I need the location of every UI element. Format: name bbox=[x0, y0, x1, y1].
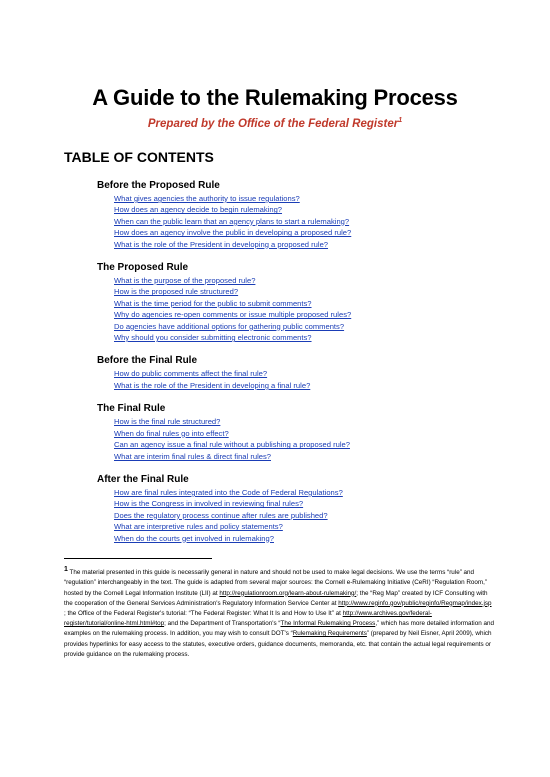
toc-section bbox=[97, 355, 517, 391]
toc-link[interactable]: What is the purpose of the proposed rule? bbox=[114, 276, 256, 286]
document-subtitle bbox=[0, 117, 550, 130]
toc-link[interactable]: Can an agency issue a final rule without a publishing a proposed rule? bbox=[114, 440, 350, 450]
toc-link[interactable]: How is the proposed rule structured? bbox=[114, 287, 239, 297]
footnote bbox=[64, 565, 494, 660]
footnote-text-6: ” (prepared by Neil Eisner, April 2009), which provides hyperlinks for easy access to the statutes, executive orders, guidance documents, memoranda, etc. that contain the actual legal requirements or provide guidance on the rulemaking process. bbox=[64, 630, 492, 658]
footnote-text-1: The material presented in this guide is necessarily general in nature and should not be used to make legal decisions. We use the terms “rule” and “regulation” interchangeably in the text. The guide is adapted from several major sources: the Cornell e-Rulemaking Initiative (CeRI) “Regulation Room,” hosted by the Cornell Legal Information Institute (LII) at bbox=[64, 569, 488, 597]
footnote-divider bbox=[64, 558, 212, 559]
toc-section-title: Before the Final Rule bbox=[97, 355, 198, 367]
footnote-text-5: ,” which has more detailed information and examples on the rulemaking process. In addition, you may wish to consult DOT's “ bbox=[64, 620, 494, 638]
toc-link[interactable]: Does the regulatory process continue after rules are published? bbox=[114, 510, 328, 520]
footnote-link-rulemaking-requirements[interactable]: Rulemaking Requirements bbox=[292, 630, 367, 638]
toc-link[interactable]: What are interim final rules & direct final rules? bbox=[114, 451, 271, 461]
footnote-text-3: ; the Office of the Federal Register's tutorial: “The Federal Register: What It Is and How to Use It” at bbox=[64, 609, 343, 617]
footnote-link-regulationroom[interactable]: http://regulationroom.org/learn-about-rulemaking/ bbox=[219, 589, 357, 597]
toc-link[interactable]: Why should you consider submitting electronic comments? bbox=[114, 333, 312, 343]
toc-section bbox=[97, 474, 517, 544]
toc-link[interactable]: When do the courts get involved in rulemaking? bbox=[114, 533, 274, 543]
toc-link[interactable]: What gives agencies the authority to issue regulations? bbox=[114, 194, 300, 203]
footnote-number: 1 bbox=[64, 566, 68, 573]
toc-link[interactable]: How is the final rule structured? bbox=[114, 417, 221, 427]
toc-link[interactable]: When do final rules go into effect? bbox=[114, 428, 229, 438]
toc-link[interactable]: Do agencies have additional options for gathering public comments? bbox=[114, 321, 345, 331]
footnote-link-archives[interactable]: http://www.archives.gov/federal-register/tutorial/online-html.html#top bbox=[64, 609, 432, 628]
toc-link[interactable]: When can the public learn that an agency plans to start a rulemaking? bbox=[114, 216, 350, 226]
toc-link[interactable]: How does an agency involve the public in developing a proposed rule? bbox=[114, 228, 352, 238]
toc-link[interactable]: Why do agencies re-open comments or issue multiple proposed rules? bbox=[114, 310, 352, 320]
toc-section-title: Before the Proposed Rule bbox=[97, 180, 220, 191]
toc-link[interactable]: How are final rules integrated into the Code of Federal Regulations? bbox=[114, 487, 343, 497]
toc-section-title: The Final Rule bbox=[97, 403, 166, 415]
footnote-link-reginfo[interactable]: http://www.reginfo.gov/public/reginfo/Regmap/index.jsp bbox=[338, 599, 492, 607]
toc-link[interactable]: What is the role of the President in developing a final rule? bbox=[114, 380, 311, 390]
toc-section bbox=[97, 262, 517, 343]
footnote-link-informal-rulemaking[interactable]: The Informal Rulemaking Process bbox=[280, 620, 376, 628]
toc-section bbox=[97, 180, 517, 250]
toc-link[interactable]: How do public comments affect the final rule? bbox=[114, 369, 268, 379]
toc-link[interactable]: How does an agency decide to begin rulemaking? bbox=[114, 205, 283, 215]
table-of-contents bbox=[97, 180, 517, 556]
footnote-text-4: ; and the Department of Transportation's “ bbox=[164, 620, 281, 628]
toc-link[interactable]: How is the Congress in involved in reviewing final rules? bbox=[114, 499, 304, 509]
footnote-ref[interactable]: 1 bbox=[398, 117, 403, 124]
toc-section-title: The Proposed Rule bbox=[97, 262, 189, 274]
footnote-text-2: ; the “Reg Map” created by ICF Consulting with the cooperation of the General Services Administration's Regulatory Information Service Center at bbox=[64, 589, 488, 607]
toc-link[interactable]: What is the time period for the public to submit comments? bbox=[114, 298, 312, 308]
toc-section bbox=[97, 403, 517, 462]
toc-section-title: After the Final Rule bbox=[97, 473, 189, 485]
toc-link[interactable]: What is the role of the President in developing a proposed rule? bbox=[114, 239, 329, 249]
toc-link[interactable]: What are interpretive rules and policy statements? bbox=[114, 522, 283, 532]
toc-heading: TABLE OF CONTENTS bbox=[64, 149, 214, 165]
subtitle-text: Prepared by the Office of the Federal Register bbox=[147, 117, 399, 130]
document-title: A Guide to the Rulemaking Process bbox=[92, 85, 458, 110]
